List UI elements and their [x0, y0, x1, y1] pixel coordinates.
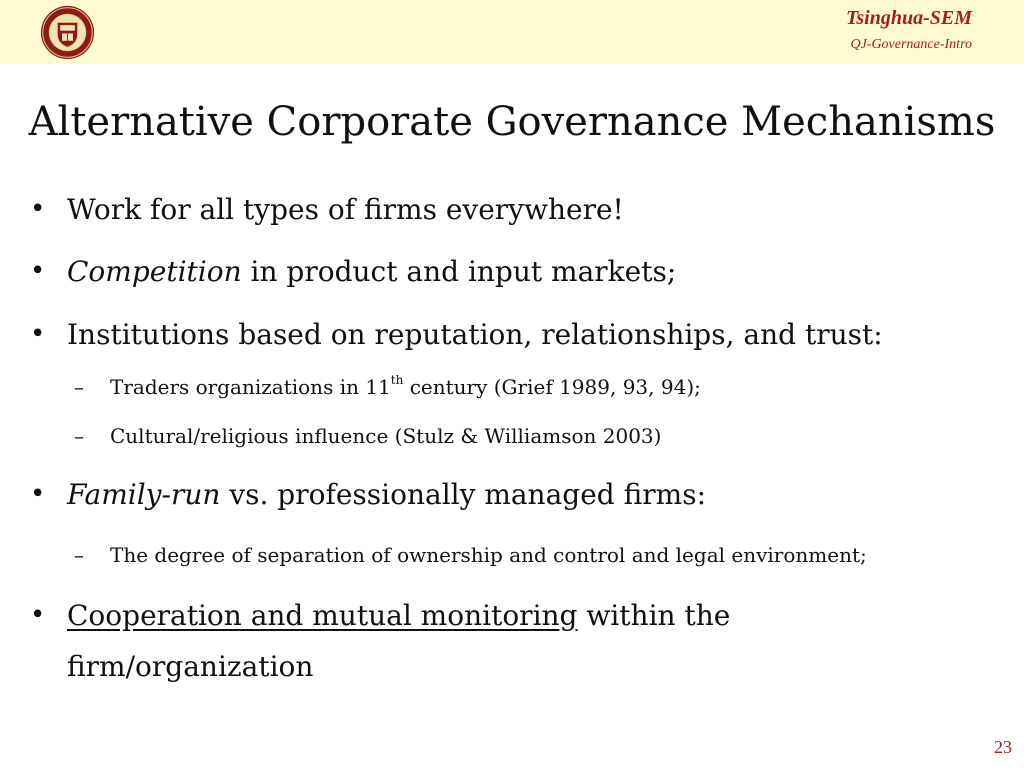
bullet-text [67, 469, 706, 520]
page-number: 23 [994, 737, 1012, 757]
lecture-code: QJ-Governance-Intro [850, 37, 972, 52]
bullet-icon: • [30, 479, 46, 509]
bullet-item [30, 246, 676, 297]
bullet-text [67, 590, 810, 692]
emphasis-text: Family-run [67, 478, 221, 511]
sub-bullet-text-rest: century (Grief 1989, 93, 94); [403, 375, 701, 399]
institution-name: Tsinghua-SEM [846, 7, 972, 29]
dash-icon: – [74, 543, 84, 567]
dash-icon: – [74, 424, 84, 448]
bullet-text-rest: vs. professionally managed firms: [220, 478, 707, 511]
slide-title: Alternative Corporate Governance Mechanisms [28, 99, 996, 145]
underlined-text: Cooperation and mutual monitoring [67, 599, 578, 632]
bullet-item [30, 309, 883, 360]
course-info [846, 6, 972, 56]
bullet-item [30, 469, 706, 520]
sub-bullet-text: Cultural/religious influence (Stulz & Williamson 2003) [110, 424, 662, 448]
sub-bullet-item [74, 540, 867, 570]
bullet-text: Institutions based on reputation, relationships, and trust: [67, 318, 883, 351]
bullet-text: Work for all types of firms everywhere! [67, 193, 624, 226]
bullet-text-rest: within the firm/organization [67, 599, 731, 683]
dash-icon: – [74, 375, 84, 399]
ordinal-suffix: th [390, 373, 404, 388]
bullet-icon: • [30, 194, 46, 224]
sub-bullet-item [74, 421, 661, 451]
sub-bullet-text: Traders organizations in 11 [110, 375, 391, 399]
bullet-text [67, 246, 676, 297]
sub-bullet-text: The degree of separation of ownership and control and legal environment; [110, 543, 867, 567]
bullet-text-rest: in product and input markets; [241, 255, 677, 288]
bullet-icon: • [30, 319, 46, 349]
emphasis-text: Competition [67, 255, 242, 288]
bullet-item [30, 184, 624, 235]
bullet-item [30, 590, 810, 692]
bullet-icon: • [30, 256, 46, 286]
sub-bullet-item [74, 372, 701, 402]
bullet-icon: • [30, 600, 46, 630]
university-seal-icon [40, 5, 95, 60]
